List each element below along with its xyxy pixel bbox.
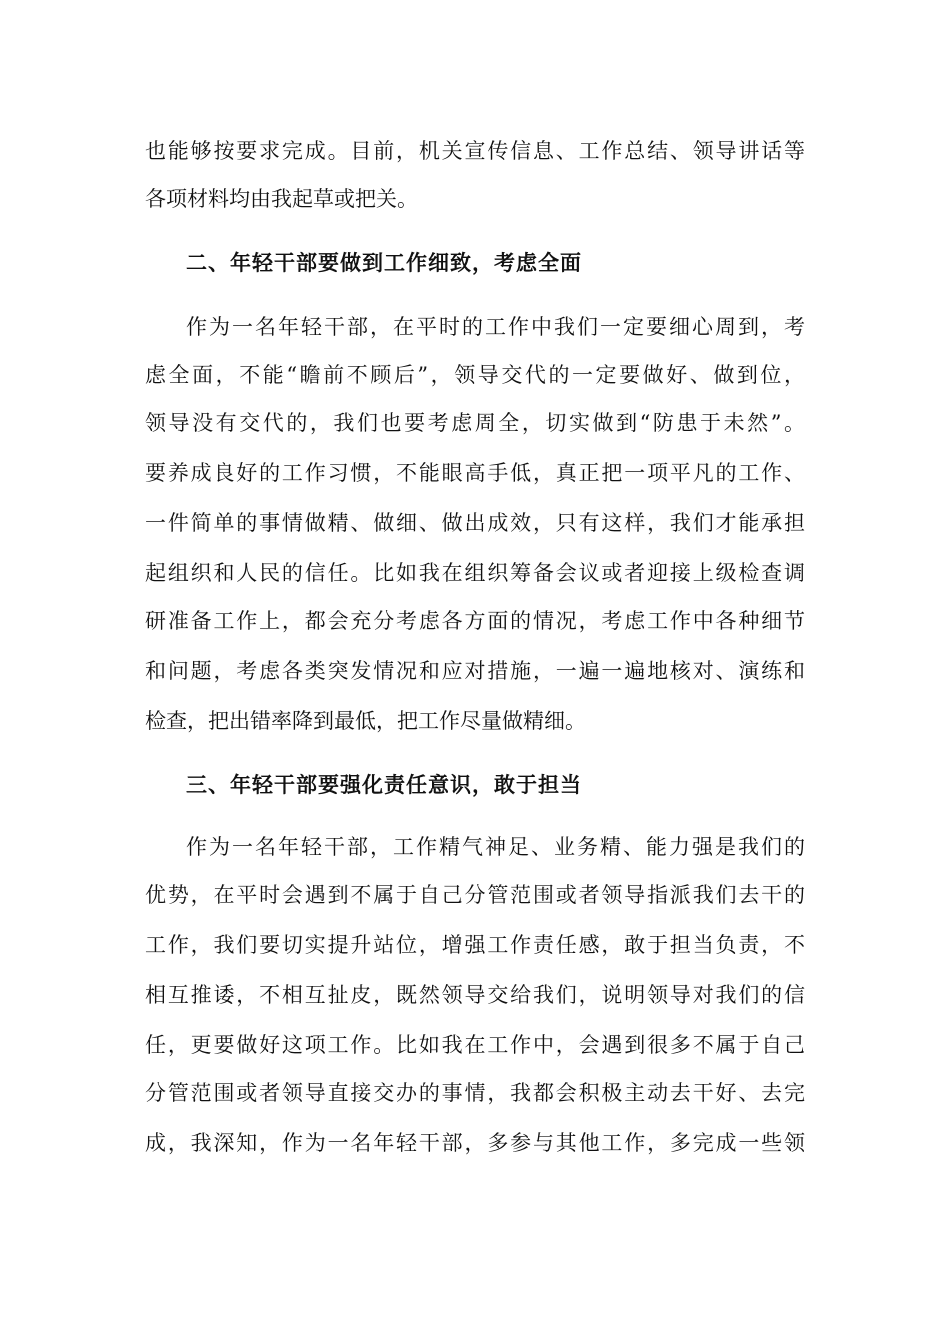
paragraph-first-line: 作为一名年轻干部，在平时的工作中我们一定要细心周到，考 [186, 315, 805, 339]
text-line: 研准备工作上，都会充分考虑各方面的情况，考虑工作中各种细节 [145, 609, 805, 633]
section-heading-2: 二、年轻干部要做到工作细致，考虑全面 [186, 250, 582, 275]
text-line: 要养成良好的工作习惯，不能眼高手低，真正把一项平凡的工作、 [145, 461, 805, 485]
text-line: 起组织和人民的信任。比如我在组织筹备会议或者迎接上级检查调 [145, 561, 805, 585]
text-line: 检查，把出错率降到最低，把工作尽量做精细。 [145, 709, 586, 733]
text-line: 成，我深知，作为一名年轻干部，多参与其他工作，多完成一些领 [145, 1131, 805, 1155]
section-heading-3: 三、年轻干部要强化责任意识，敢于担当 [186, 772, 582, 797]
text-line: 分管范围或者领导直接交办的事情，我都会积极主动去干好、去完 [145, 1081, 805, 1105]
text-line: 虑全面，不能“瞻前不顾后”，领导交代的一定要做好、做到位， [145, 363, 805, 387]
paragraph-first-line: 作为一名年轻干部，工作精气神足、业务精、能力强是我们的 [186, 835, 805, 859]
text-line: 一件简单的事情做精、做细、做出成效，只有这样，我们才能承担 [145, 511, 805, 535]
text-line: 优势，在平时会遇到不属于自己分管范围或者领导指派我们去干的 [145, 883, 805, 907]
text-line: 也能够按要求完成。目前，机关宣传信息、工作总结、领导讲话等 [145, 139, 805, 163]
text-line: 工作，我们要切实提升站位，增强工作责任感，敢于担当负责，不 [145, 933, 805, 957]
text-line: 任，更要做好这项工作。比如我在工作中，会遇到很多不属于自己 [145, 1033, 805, 1057]
text-line: 相互推诿，不相互扯皮，既然领导交给我们，说明领导对我们的信 [145, 983, 805, 1007]
text-line: 各项材料均由我起草或把关。 [145, 187, 418, 211]
text-line: 和问题，考虑各类突发情况和应对措施，一遍一遍地核对、演练和 [145, 659, 805, 683]
text-line: 领导没有交代的，我们也要考虑周全，切实做到“防患于未然”。 [145, 411, 805, 435]
